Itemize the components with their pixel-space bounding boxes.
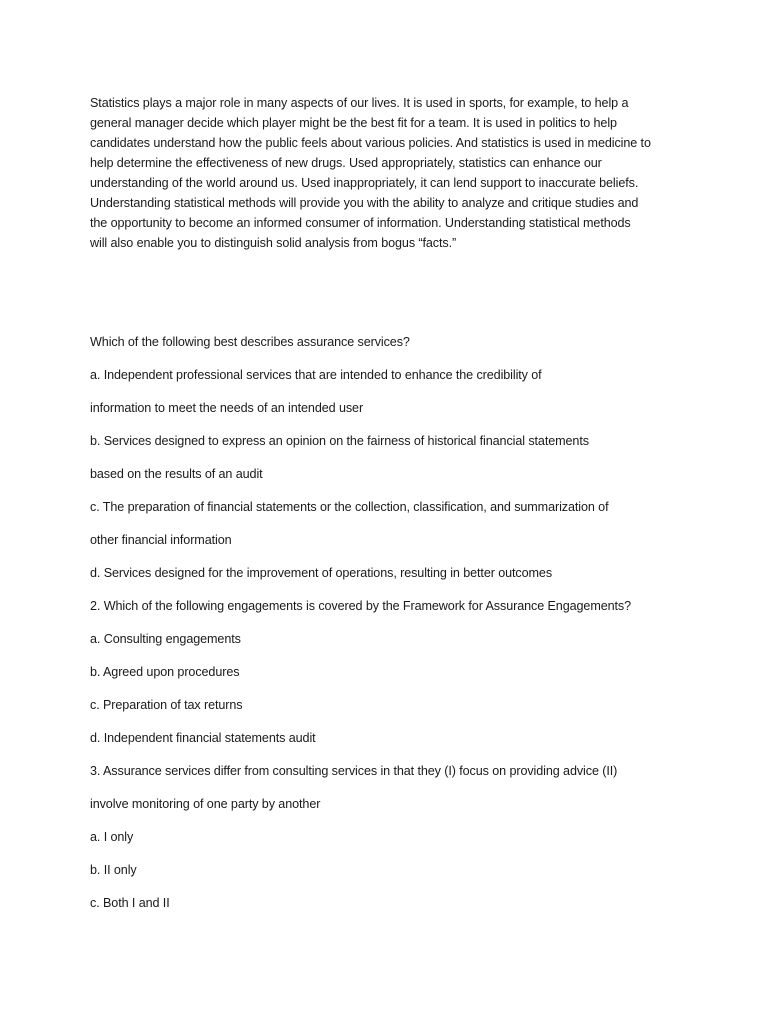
question-line: 3. Assurance services differ from consulting services in that they (I) focus on providing advice (II) [90,764,618,778]
intro-paragraph [90,93,670,253]
question-line: Which of the following best describes assurance services? [90,335,410,349]
answer-option-line: a. I only [90,830,134,844]
answer-option-line: c. Preparation of tax returns [90,698,243,712]
answer-option-line: c. The preparation of financial statements or the collection, classification, and summarization of [90,500,609,514]
intro-line: general manager decide which player might be the best fit for a team. It is used in politics to help [90,116,617,130]
answer-option-line: d. Independent financial statements audit [90,731,316,745]
question-line: 2. Which of the following engagements is covered by the Framework for Assurance Engagements? [90,599,632,613]
intro-line: the opportunity to become an informed consumer of information. Understanding statistical methods [90,216,631,230]
intro-line: Statistics plays a major role in many aspects of our lives. It is used in sports, for example, to help a [90,96,629,110]
answer-option-line: based on the results of an audit [90,467,263,481]
answer-option-line: b. Agreed upon procedures [90,665,240,679]
answer-option-line: a. Consulting engagements [90,632,241,646]
intro-line: help determine the effectiveness of new drugs. Used appropriately, statistics can enhance our [90,156,602,170]
intro-line: will also enable you to distinguish solid analysis from bogus “facts.” [90,236,457,250]
answer-option-line: a. Independent professional services that are intended to enhance the credibility of [90,368,542,382]
question-line: involve monitoring of one party by another [90,797,321,811]
answer-option-line: d. Services designed for the improvement of operations, resulting in better outcomes [90,566,553,580]
answer-option-line: information to meet the needs of an intended user [90,401,364,415]
answer-option-line: b. II only [90,863,137,877]
intro-line: Understanding statistical methods will provide you with the ability to analyze and critique studies and [90,196,639,210]
question-list [90,332,690,926]
intro-line: candidates understand how the public feels about various policies. And statistics is used in medicine to [90,136,651,150]
answer-option-line: c. Both I and II [90,896,170,910]
intro-line: understanding of the world around us. Used inappropriately, it can lend support to inaccurate beliefs. [90,176,639,190]
answer-option-line: b. Services designed to express an opinion on the fairness of historical financial statements [90,434,589,448]
answer-option-line: other financial information [90,533,232,547]
